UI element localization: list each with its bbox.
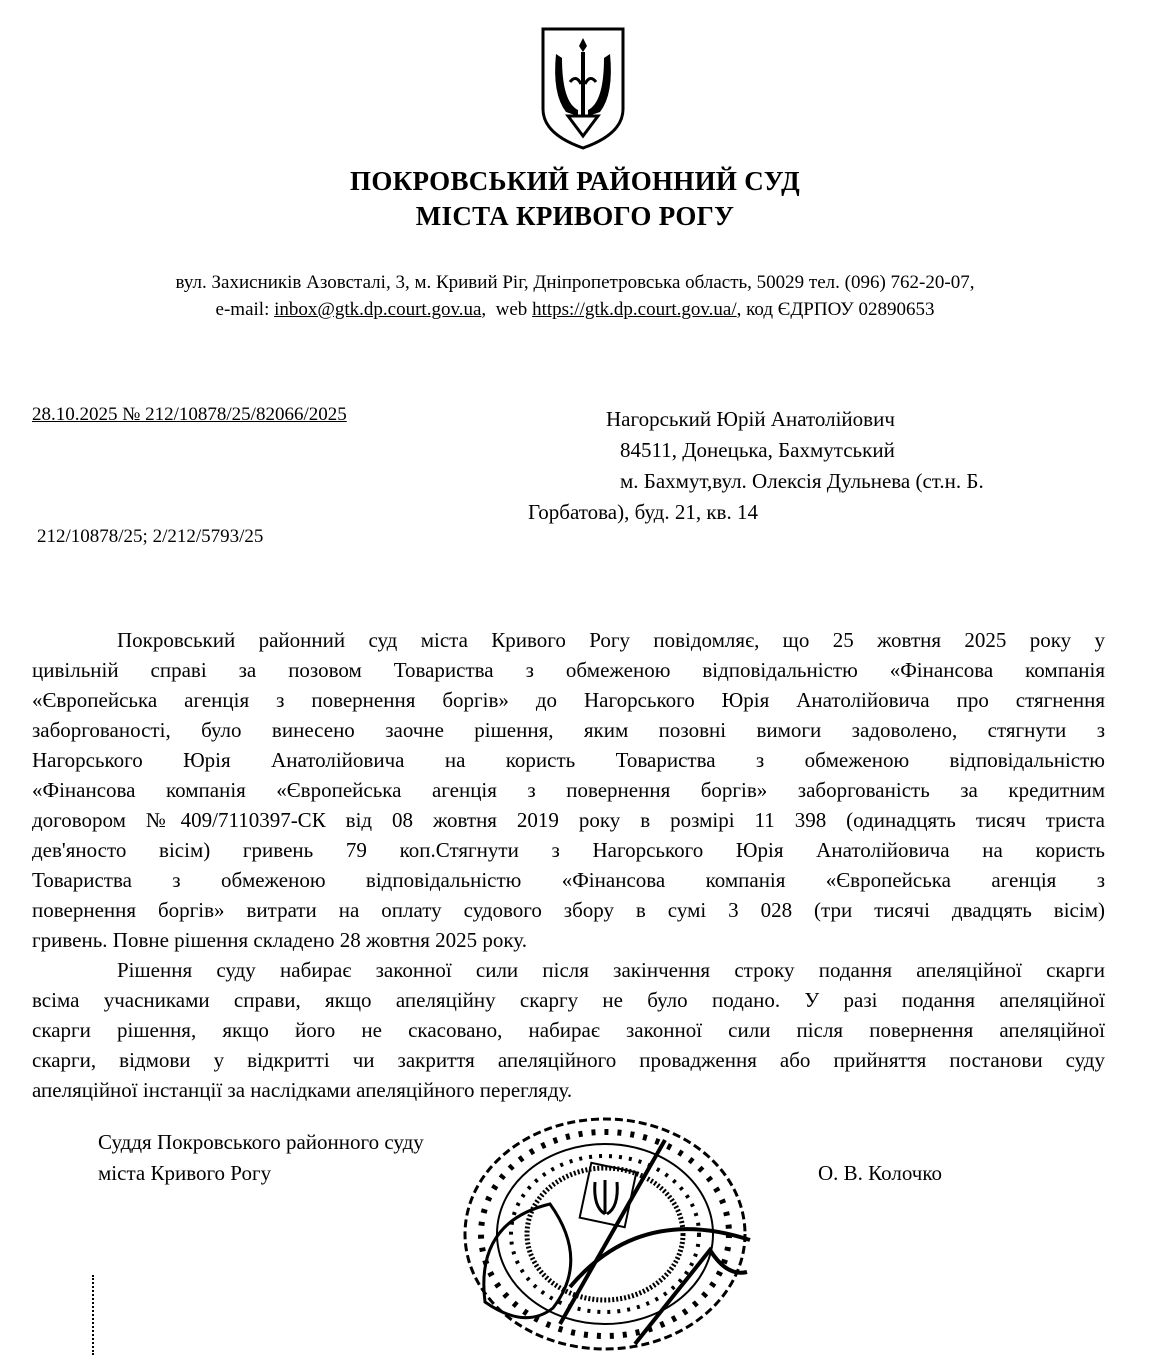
paragraph-line: дев'яносто вісім) гривень 79 коп.Стягнути з Нагорського Юрія Анатолійовича на користь [32,838,1105,862]
email-link[interactable]: inbox@gtk.dp.court.gov.ua [274,299,482,320]
addressee-name: Нагорський Юрій Анатолійович [606,407,895,431]
paragraph-line: цивільній справі за позовом Товариства з обмеженою відповідальністю «Фінансова компанія [32,658,1105,682]
paragraph-line: всіма учасниками справи, якщо апеляційну скаргу не було подано. У разі подання апеляційної [32,988,1105,1012]
court-name-line1: ПОКРОВСЬКИЙ РАЙОННИЙ СУД [350,166,800,196]
signature-position-line2: міста Кривого Рогу [98,1161,272,1185]
edrpou-code: код ЄДРПОУ 02890653 [746,299,935,320]
paragraph-line: договором №409/7110397-СК від 08 жовтня 2019 року в розмірі 11 398 (одинадцять тисяч триста [32,808,1105,832]
body-paragraph-2 [32,955,1105,1105]
paragraph-line: Покровський районний суд міста Кривого Рогу повідомляє, що 25 жовтня 2025 року у [117,628,1105,652]
case-numbers: 212/10878/25; 2/212/5793/25 [37,526,264,547]
paragraph-line: Нагорського Юрія Анатолійовича на користь Товариства з обмеженою відповідальністю [32,748,1105,772]
paragraph-line: апеляційної інстанції за наслідками апеляційного перегляду. [32,1078,573,1102]
paragraph-line: Рішення суду набирає законної сили після закінчення строку подання апеляційної скарги [117,958,1105,982]
addressee-block [528,404,1098,528]
addressee-line2: 84511, Донецька, Бахмутський [620,438,895,462]
paragraph-line: гривень. Повне рішення складено 28 жовтня 2025 року. [32,928,527,952]
signature-position-line1: Суддя Покровського районного суду [98,1130,424,1154]
paragraph-line: скарги рішення, якщо його не скасовано, набирає законної сили після повернення апеляційної [32,1018,1105,1042]
court-contacts: e-mail: inbox@gtk.dp.court.gov.ua, web https://gtk.dp.court.gov.ua/, код ЄДРПОУ 02890653 [215,299,935,320]
addressee-line3: м. Бахмут,вул. Олексія Дульнева (ст.н. Б. [620,469,984,493]
signature-position [98,1127,424,1189]
paragraph-line: «Європейська агенція з повернення боргів» до Нагорського Юрія Анатолійовича про стягнення [32,688,1105,712]
paragraph-line: заборгованості, було винесено заочне рішення, яким позовні вимоги задоволено, стягнути з [32,718,1105,742]
court-name-line2: МІСТА КРИВОГО РОГУ [415,201,735,231]
body-paragraph-1 [32,625,1105,955]
paragraph-line: повернення боргів» витрати на оплату судового збору в сумі 3 028 (три тисячі двадцять вісім) [32,898,1105,922]
margin-mark [92,1275,96,1355]
web-label: web [495,299,528,320]
court-seal-stamp-icon [455,1112,755,1357]
outgoing-number: 28.10.2025 № 212/10878/25/82066/2025 [32,404,347,425]
paragraph-line: Товариства з обмеженою відповідальністю «Фінансова компанія «Європейська агенція з [32,868,1105,892]
judge-name: О. В. Колочко [818,1161,942,1185]
web-link[interactable]: https://gtk.dp.court.gov.ua/ [532,299,737,320]
email-label: e-mail: [215,299,270,320]
paragraph-line: «Фінансова компанія «Європейська агенція з повернення боргів» заборгованість за кредитним [32,778,1105,802]
trident-emblem-icon [538,24,628,152]
addressee-line4: Горбатова), буд. 21, кв. 14 [528,500,758,524]
court-address: вул. Захисників Азовсталі, 3, м. Кривий Ріг, Дніпропетровська область, 50029 тел. (096) 762-20-07, [175,272,975,293]
paragraph-line: скарги, відмови у відкритті чи закриття апеляційного провадження або прийняття постанови суду [32,1048,1105,1072]
